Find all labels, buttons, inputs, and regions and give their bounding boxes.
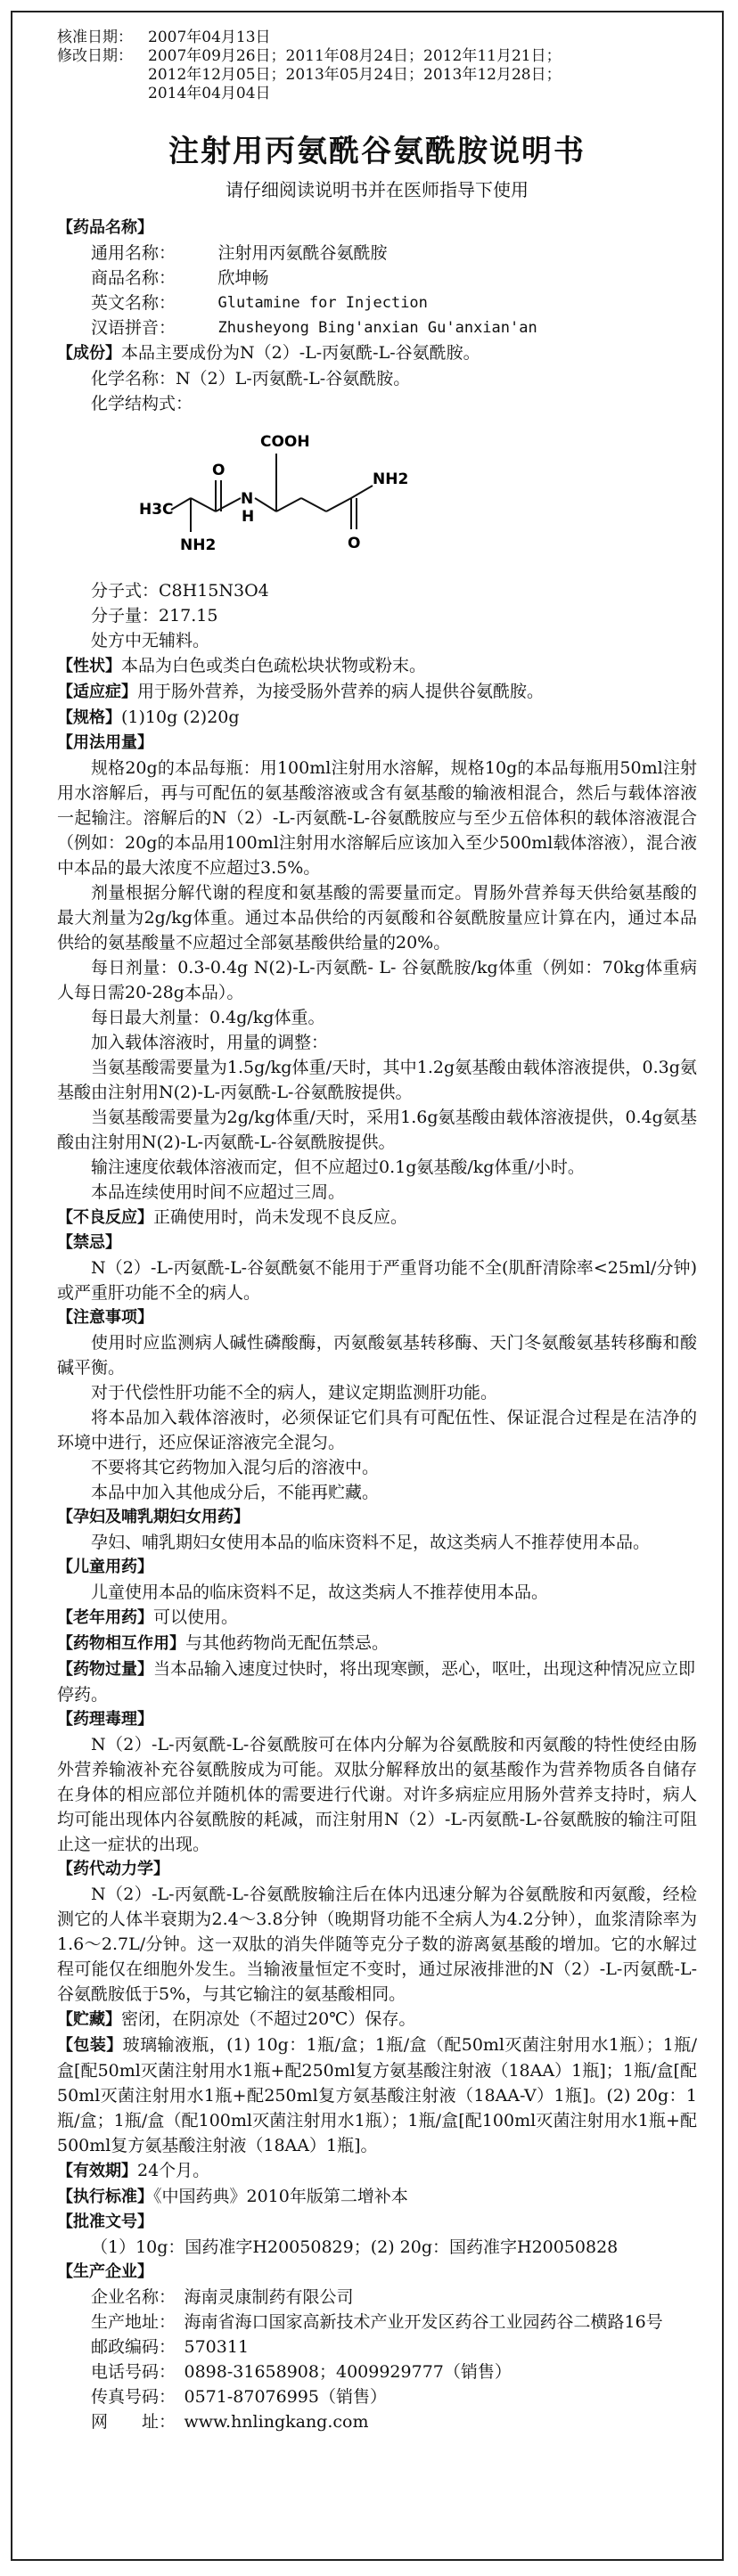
section-heading: 【注意事项】 xyxy=(57,1308,153,1327)
molecular-weight: 分子量：217.15 xyxy=(91,606,218,626)
atom-h: H xyxy=(242,508,255,526)
section-text: 用于肠外营养，为接受肠外营养的病人提供谷氨酰胺。 xyxy=(137,682,545,701)
section-spec xyxy=(57,705,697,731)
paragraph: 对于代偿性肝功能不全的病人，建议定期监测肝功能。 xyxy=(91,1383,498,1402)
paragraph: 当氨基酸需要量为1.5g/kg体重/天时，其中1.2g氨基酸由载体溶液提供，0.3g氨基酸由注射用N(2)-L-丙氨酰-L-谷氨酰胺提供。 xyxy=(57,1058,697,1102)
section-heading: 【儿童用药】 xyxy=(57,1558,153,1576)
paragraph: 规格20g的本品每瓶：用100ml注射用水溶解，规格10g的本品每瓶用50ml注射用水溶解后，再与可配伍的氨基酸溶液或含有氨基酸的输液相混合，然后与载体溶液一起输注。溶解后的N（2）-L-丙氨酰-L-谷氨酰胺应与至少五倍体积的载体溶液混合（例如：20g的本品用100ml注射用水溶解后应该加入至少500ml载体溶液），混合液中本品的最大浓度不应超过3.5%。 xyxy=(57,758,697,878)
field-label: 生产地址： xyxy=(91,2312,176,2332)
section-children xyxy=(57,1555,697,1605)
paragraph: N（2）-L-丙氨酰-L-谷氨酰氨不能用于严重肾功能不全(肌酐清除率<25ml/分钟)或严重肝功能不全的病人。 xyxy=(57,1258,697,1303)
field-label: 通用名称： xyxy=(91,243,176,263)
section-approval xyxy=(57,2210,697,2260)
field-label: 企业名称： xyxy=(91,2287,176,2307)
section-heading: 【贮藏】 xyxy=(57,2010,121,2029)
field-value: 注射用丙氨酰谷氨酰胺 xyxy=(217,243,388,263)
section-pharmacology xyxy=(57,1707,697,1857)
paragraph: 每日剂量：0.3-0.4g N(2)-L-丙氨酰- L- 谷氨酰胺/kg体重（例如：70kg体重病人每日需20-28g本品）。 xyxy=(57,958,697,1002)
paragraph: N（2）-L-丙氨酰-L-谷氨酰胺输注后在体内迅速分解为谷氨酰胺和丙氨酸，经检测它的人体半衰期为2.4～3.8分钟（晚期肾功能不全病人为4.2分钟），血浆清除率为1.6～2.7L/分钟。这一双肽的消失伴随等克分子数的游离氨基酸的增加。它的水解过程可能仅在细胞外发生。当输液量恒定不变时，通过尿液排泄的N（2）-L-丙氨酰-L-谷氨酰胺低于5%，与其它输注的氨基酸相同。 xyxy=(57,1885,697,2004)
field-label: 汉语拼音： xyxy=(91,318,176,338)
paragraph: 将本品加入载体溶液时，必须保证它们具有可配伍性、保证混合过程是在洁净的环境中进行，还应保证溶液完全混匀。 xyxy=(57,1408,697,1452)
section-storage xyxy=(57,2007,697,2032)
section-elderly xyxy=(57,1605,697,1631)
paragraph: 孕妇、哺乳期妇女使用本品的临床资料不足，故这类病人不推荐使用本品。 xyxy=(91,1533,651,1552)
field-label: 传真号码： xyxy=(91,2387,176,2407)
section-text: 可以使用。 xyxy=(153,1607,239,1627)
field-label: 网 址： xyxy=(91,2412,176,2432)
atom-nh2-right: NH2 xyxy=(373,470,409,488)
field-label: 英文名称： xyxy=(91,293,176,313)
paragraph: 不要将其它药物加入混匀后的溶液中。 xyxy=(91,1458,380,1477)
paragraph: 儿童使用本品的临床资料不足，故这类病人不推荐使用本品。 xyxy=(91,1582,549,1602)
section-heading: 【规格】 xyxy=(57,708,121,727)
atom-cooh: COOH xyxy=(260,433,310,451)
section-text: 密闭，在阴凉处（不超过20℃）保存。 xyxy=(121,2009,416,2029)
chemical-name: 化学名称：N（2）L-丙氨酰-L-谷氨酰胺。 xyxy=(91,369,411,388)
section-heading: 【药物过量】 xyxy=(57,1660,153,1679)
section-precautions xyxy=(57,1305,697,1505)
section-text: 本品为白色或类白色疏松块状物或粉末。 xyxy=(121,656,427,675)
section-heading: 【药物相互作用】 xyxy=(57,1634,185,1653)
section-heading: 【不良反应】 xyxy=(57,1208,153,1227)
chemical-structure xyxy=(57,418,697,577)
approval-date-value: 2007年04月13日 xyxy=(148,29,271,46)
section-text: 当本品输入速度过快时，将出现寒颤，恶心，呕吐，出现这种情况应立即停药。 xyxy=(57,1659,696,1705)
phone-number: 0898-31658908；4009929777（销售） xyxy=(184,2362,512,2382)
section-package xyxy=(57,2032,697,2158)
approval-numbers: （1）10g：国药准字H20050829；(2) 20g：国药准字H20050828 xyxy=(91,2237,619,2257)
section-validity xyxy=(57,2158,697,2184)
chemical-structure-diagram xyxy=(91,418,465,569)
paragraph: 本品连续使用时间不应超过三周。 xyxy=(91,1182,346,1202)
section-pregnancy xyxy=(57,1505,697,1555)
section-text: 24个月。 xyxy=(137,2161,210,2180)
field-label: 电话号码： xyxy=(91,2362,176,2382)
document-subtitle: 请仔细阅读说明书并在医师指导下使用 xyxy=(226,179,529,200)
section-indication xyxy=(57,679,697,705)
section-heading: 【孕妇及哺乳期妇女用药】 xyxy=(57,1508,250,1526)
section-heading: 【包装】 xyxy=(57,2036,123,2055)
excipient-note: 处方中无辅料。 xyxy=(91,631,210,650)
section-heading: 【批准文号】 xyxy=(57,2212,153,2231)
section-manufacturer xyxy=(57,2260,697,2434)
section-heading: 【成份】 xyxy=(57,344,121,363)
section-overdose xyxy=(57,1656,697,1707)
section-heading: 【生产企业】 xyxy=(57,2262,153,2281)
section-heading: 【老年用药】 xyxy=(57,1608,153,1627)
document-body xyxy=(12,12,722,2434)
section-heading: 【有效期】 xyxy=(57,2162,137,2180)
section-heading: 【禁忌】 xyxy=(57,1233,121,1252)
molecular-formula: 分子式：C8H15N3O4 xyxy=(91,581,269,601)
atom-o-right: O xyxy=(348,535,361,552)
paragraph: N（2）-L-丙氨酰-L-谷氨酰胺可在体内分解为谷氨酰胺和丙氨酸的特性使经由肠外营养输液补充谷氨酰胺成为可能。双肽分解释放出的氨基酸作为营养物质各自储存在身体的相应部位并随机体的需要进行代谢。对许多病症应用肠外营养支持时，病人均可能出现体内谷氨酰胺的耗减，而注射用N（2）-L-丙氨酰-L-谷氨酰胺的输注可阻止这一症状的出现。 xyxy=(57,1735,697,1854)
document-title: 注射用丙氨酰谷氨酰胺说明书 xyxy=(168,134,586,169)
atom-o-left: O xyxy=(212,462,226,479)
section-contraindication xyxy=(57,1231,697,1305)
paragraph: 剂量根据分解代谢的程度和氨基酸的需要量而定。胃肠外营养每天供给氨基酸的最大剂量为2g/kg体重。通过本品供给的丙氨酸和谷氨酰胺量应计算在内，通过本品供给的氨基酸量不应超过全部氨基酸供给量的20%。 xyxy=(57,883,697,953)
section-text: 与其他药物尚无配伍禁忌。 xyxy=(185,1633,390,1653)
section-heading: 【适应症】 xyxy=(57,683,137,701)
section-drug-name xyxy=(57,216,697,340)
section-adverse xyxy=(57,1205,697,1231)
paragraph: 本品中加入其他成分后，不能再贮藏。 xyxy=(91,1483,380,1502)
section-text: 《中国药典》2010年版第二增补本 xyxy=(153,2187,408,2206)
section-standard xyxy=(57,2184,697,2210)
approval-date-label: 核准日期： xyxy=(57,29,133,46)
company-address: 海南省海口国家高新技术产业开发区药谷工业园药谷二横路16号 xyxy=(184,2312,663,2332)
company-name: 海南灵康制药有限公司 xyxy=(184,2287,354,2307)
fax-number: 0571-87076995（销售） xyxy=(184,2387,387,2407)
website-link[interactable]: www.hnlingkang.com xyxy=(184,2412,369,2432)
dates-block xyxy=(57,29,697,103)
atom-h3c: H3C xyxy=(139,501,174,519)
section-heading: 【药代动力学】 xyxy=(57,1860,169,1878)
section-text: (1)10g (2)20g xyxy=(121,707,240,727)
section-text: 正确使用时，尚未发现不良反应。 xyxy=(153,1207,408,1227)
composition-text: 本品主要成份为N（2）-L-丙氨酰-L-谷氨酰胺。 xyxy=(121,343,480,363)
section-interaction xyxy=(57,1631,697,1656)
section-character xyxy=(57,653,697,679)
section-composition xyxy=(57,340,697,653)
paragraph: 当氨基酸需要量为2g/kg体重/天时，采用1.6g氨基酸由载体溶液提供，0.4g氨基酸由注射用N(2)-L-丙氨酰-L-谷氨酰胺提供。 xyxy=(57,1108,697,1152)
atom-nh2-left: NH2 xyxy=(180,536,217,554)
section-heading: 【药理毒理】 xyxy=(57,1710,153,1729)
modified-date-label: 修改日期： xyxy=(57,47,133,65)
field-label: 商品名称： xyxy=(91,268,176,288)
paragraph: 使用时应监测病人碱性磷酸酶，丙氨酸氨基转移酶、天门冬氨酸氨基转移酶和酸碱平衡。 xyxy=(57,1333,697,1378)
postal-code: 570311 xyxy=(184,2337,250,2357)
field-label: 邮政编码： xyxy=(91,2337,176,2357)
section-heading: 【性状】 xyxy=(57,657,121,675)
section-usage xyxy=(57,731,697,1205)
max-dose: 每日最大剂量：0.4g/kg体重。 xyxy=(91,1008,325,1027)
document-frame xyxy=(11,11,724,2561)
field-value: 欣坤畅 xyxy=(217,268,269,288)
field-value: Glutamine for Injection xyxy=(217,294,428,312)
section-pharmacokinetics xyxy=(57,1857,697,2007)
adjust-line: 加入载体溶液时，用量的调整： xyxy=(91,1033,329,1052)
paragraph: 输注速度依载体溶液而定，但不应超过0.1g氨基酸/kg体重/小时。 xyxy=(91,1157,585,1177)
section-text: 玻璃输液瓶，(1) 10g：1瓶/盒；1瓶/盒（配50ml灭菌注射用水1瓶）；1瓶/盒[配50ml灭菌注射用水1瓶+配250ml复方氨基酸注射液（18AA）1瓶]；1瓶/盒[配50ml灭菌注射用水1瓶+配250ml复方氨基酸注射液（18AA-V）1瓶]。(2) 20g：1瓶/盒；1瓶/盒（配100ml灭菌注射用水1瓶）；1瓶/盒[配100ml灭菌注射用水1瓶+配500ml复方氨基酸注射液（18AA）1瓶]。 xyxy=(57,2035,698,2155)
atom-n: N xyxy=(241,490,254,508)
section-heading: 【执行标准】 xyxy=(57,2188,153,2206)
modified-date-value: 2007年09月26日；2011年08月24日；2012年11月21日； 2012年12月05日；2013年05月24日；2013年12月28日； 2014年04月04日 xyxy=(148,47,562,102)
section-heading: 【药品名称】 xyxy=(57,218,153,237)
section-heading: 【用法用量】 xyxy=(57,733,153,752)
field-value: Zhusheyong Bing'anxian Gu'anxian'an xyxy=(217,319,537,337)
structure-label: 化学结构式： xyxy=(91,394,193,413)
